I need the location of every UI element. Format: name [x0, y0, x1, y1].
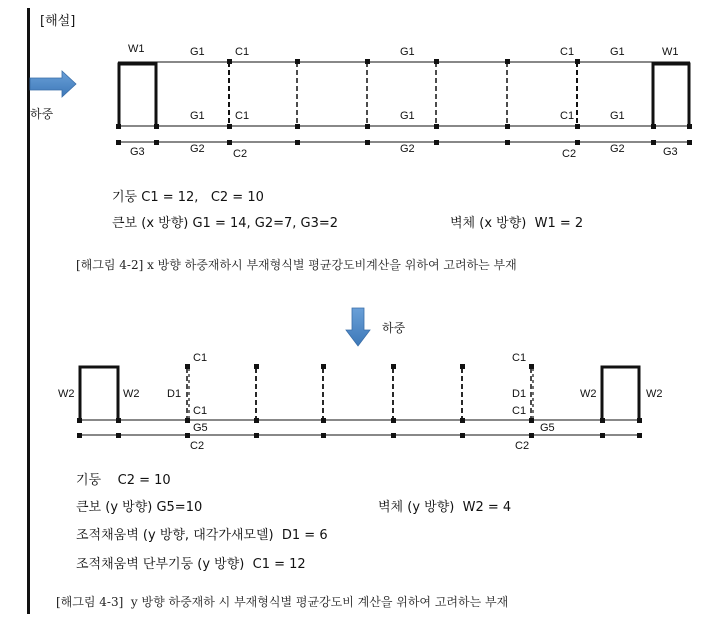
- label-c1: C1: [512, 405, 527, 417]
- label-g1: G1: [610, 110, 625, 122]
- label-w2: W2: [646, 388, 663, 400]
- fig1-columns-line: 기둥 C1 = 12, C2 = 10: [112, 190, 264, 205]
- figure-y-direction: [58, 308, 663, 452]
- label-w2: W2: [580, 388, 597, 400]
- wall-w1-right: [653, 64, 689, 126]
- nodes: [116, 59, 692, 145]
- fig2-walls-line: 벽체 (y 방향) W2 = 4: [378, 500, 512, 515]
- label-g1: G1: [400, 110, 415, 122]
- section-header: [해설]: [40, 14, 76, 29]
- load-label: 하중: [382, 321, 406, 335]
- fig1-walls-line: 벽체 (x 방향) W1 = 2: [450, 216, 584, 231]
- load-arrow-down: [346, 308, 370, 346]
- wall-w2-right: [602, 367, 639, 420]
- label-g1: G1: [610, 46, 625, 58]
- label-d1: D1: [512, 388, 527, 400]
- label-c1: C1: [560, 110, 575, 122]
- label-c2: C2: [515, 440, 530, 452]
- label-c1: C1: [512, 352, 527, 364]
- wall-w1-left: [119, 64, 156, 126]
- fig2-infill-line: 조적채움벽 (y 방향, 대각가새모델) D1 = 6: [76, 528, 328, 543]
- label-g5: G5: [193, 422, 208, 434]
- label-c2: C2: [190, 440, 205, 452]
- label-w1-left: W1: [128, 43, 145, 55]
- fig1-beams-line: 큰보 (x 방향) G1 = 14, G2=7, G3=2: [112, 216, 339, 231]
- label-c1: C1: [235, 46, 250, 58]
- label-c1: C1: [560, 46, 575, 58]
- label-c2: C2: [233, 148, 248, 160]
- label-g3: G3: [663, 146, 678, 158]
- fig2-infill-end-column-line: 조적채움벽 단부기둥 (y 방향) C1 = 12: [76, 557, 306, 572]
- load-label: 하중: [30, 107, 54, 121]
- label-g2: G2: [610, 143, 625, 155]
- label-d1: D1: [167, 388, 182, 400]
- label-c1: C1: [235, 110, 250, 122]
- label-c1: C1: [193, 405, 208, 417]
- label-g2: G2: [400, 143, 415, 155]
- label-c2: C2: [562, 148, 577, 160]
- label-g2: G2: [190, 143, 205, 155]
- label-w1-right: W1: [662, 46, 679, 58]
- label-w2: W2: [58, 388, 75, 400]
- label-g1: G1: [190, 46, 205, 58]
- fig1-caption: [해그림 4-2] x 방향 하중재하시 부재형식별 평균강도비계산을 위하여 고려하는 부재: [76, 258, 517, 272]
- fig2-columns-line: 기둥 C2 = 10: [76, 473, 171, 488]
- fig2-beams-line: 큰보 (y 방향) G5=10: [76, 500, 203, 515]
- nodes: [77, 364, 642, 438]
- label-c1: C1: [193, 352, 208, 364]
- load-arrow-right: [30, 71, 76, 97]
- wall-w2-left: [80, 367, 118, 420]
- label-g5: G5: [540, 422, 555, 434]
- label-g1: G1: [400, 46, 415, 58]
- figure-x-direction: [30, 43, 692, 160]
- label-g3: G3: [130, 146, 145, 158]
- label-w2: W2: [123, 388, 140, 400]
- fig2-caption: [해그림 4-3] y 방향 하중재하 시 부재형식별 평균강도비 계산을 위하여 고려하는 부재: [56, 595, 509, 609]
- label-g1: G1: [190, 110, 205, 122]
